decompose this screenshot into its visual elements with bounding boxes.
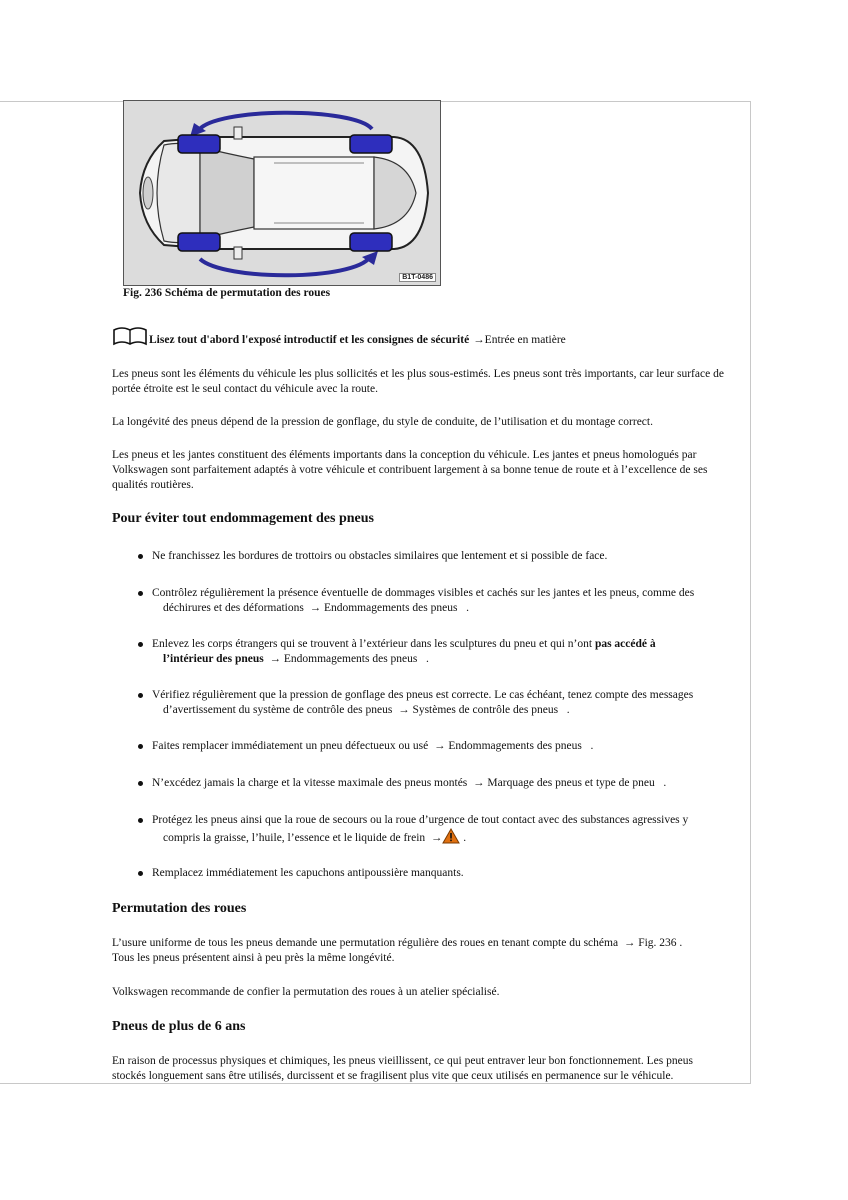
- list-item: [138, 813, 728, 846]
- paragraph-text: stockés longuement sans être utilisés, durcissent et se fragilisent plus vite que ceux utilisés en permanence sur le véhicule.: [112, 1070, 674, 1082]
- paragraph-text: L’usure uniforme de tous les pneus demande une permutation régulière des roues en tenant compte du schéma: [112, 937, 619, 949]
- wheel-rear-right: [350, 233, 392, 251]
- wheel-front-left: [178, 135, 220, 153]
- list-item-text: [138, 638, 656, 650]
- paragraph-rotation-2: Volkswagen recommande de confier la permutation des roues à un atelier spécialisé.: [112, 986, 500, 998]
- list-item-continuation: [138, 652, 728, 667]
- list-item-text: compris la graisse, l’huile, l’essence et le liquide de frein: [163, 832, 426, 844]
- list-item: [138, 739, 728, 754]
- period: .: [466, 602, 469, 614]
- list-item-text: Ne franchissez les bordures de trottoirs ou obstacles similaires que lentement et si possible de face.: [152, 550, 608, 562]
- list-item-text: Remplacez immédiatement les capuchons antipoussière manquants.: [152, 867, 464, 879]
- warning-icon[interactable]: [442, 828, 460, 844]
- rotation-arrow-bottom: [200, 257, 370, 275]
- list-item-bold-text: l’intérieur des pneus: [163, 653, 264, 665]
- list-item-text: [138, 777, 666, 789]
- cross-reference-link[interactable]: → Endommagements des pneus: [309, 602, 458, 614]
- list-item-text: Contrôlez régulièrement la présence éventuelle de dommages visibles et cachés sur les jantes et les pneus, comme des: [152, 587, 695, 599]
- cross-reference-link[interactable]: → Endommagements des pneus: [433, 740, 582, 752]
- paragraph-text: Tous les pneus présentent ainsi à peu près la même longévité.: [112, 952, 395, 964]
- car-windscreen: [200, 147, 254, 239]
- bullet: [138, 781, 143, 786]
- list-item: [138, 866, 728, 881]
- list-item: [138, 776, 728, 791]
- list-item-text: d’avertissement du système de contrôle des pneus: [163, 704, 393, 716]
- list-item-text: Protégez les pneus ainsi que la roue de secours ou la roue d’urgence de tout contact avec des substances agressives y: [152, 814, 689, 826]
- paragraph-2: La longévité des pneus dépend de la pression de gonflage, du style de conduite, de l’utilisation et du montage correct.: [112, 416, 653, 428]
- wheel-rear-left: [350, 135, 392, 153]
- figure-caption: Fig. 236 Schéma de permutation des roues: [123, 287, 331, 299]
- list-item-text: déchirures et des déformations: [163, 602, 304, 614]
- bullet: [138, 818, 143, 823]
- cross-reference-link[interactable]: → Marquage des pneus et type de pneu: [473, 777, 655, 789]
- cross-reference-link[interactable]: → Endommagements des pneus: [269, 653, 418, 665]
- section-heading-rotation: Permutation des roues: [112, 901, 247, 916]
- bullet: [138, 591, 143, 596]
- mirror-left: [234, 127, 242, 139]
- period: .: [426, 653, 429, 665]
- list-item-text: [138, 740, 593, 752]
- list-item-continuation: [138, 828, 728, 846]
- wheel-front-right: [178, 233, 220, 251]
- list-item-continuation: [138, 601, 728, 616]
- paragraph-old-tyres: [112, 1054, 732, 1084]
- bullet: [138, 693, 143, 698]
- period: .: [663, 777, 667, 789]
- list-item: [138, 549, 728, 564]
- car-roof: [254, 157, 374, 229]
- intro-line: [112, 326, 566, 346]
- paragraph-1: Les pneus sont les éléments du véhicule les plus sollicités et les plus sous-estimés. Les pneus sont très importants, car leur surface de portée étroite est le seul contact du véhicule avec la route.: [112, 368, 724, 395]
- cross-reference-link[interactable]: →: [430, 832, 443, 844]
- rotation-arrow-top: [198, 113, 372, 131]
- intro-link[interactable]: →Entrée en matière: [473, 334, 566, 346]
- list-item: [138, 586, 728, 616]
- period: .: [566, 704, 570, 716]
- section-heading-damage: Pour éviter tout endommagement des pneus: [112, 511, 374, 526]
- period: .: [679, 937, 683, 949]
- wheel-rotation-diagram: [123, 100, 441, 286]
- car-top-view-illustration: [124, 101, 440, 285]
- bullet: [138, 871, 143, 876]
- paragraph-3: Les pneus et les jantes constituent des éléments importants dans la conception du véhicule. Les jantes et pneus homologués par Volkswagen sont parfaitement adaptés à votre véhicule et contribuent largement à sa bonne tenue de route et à l’excellence de ses qualités routières.: [112, 449, 708, 491]
- bullet: [138, 744, 143, 749]
- list-item-text-part: N’excédez jamais la charge et la vitesse maximale des pneus montés: [152, 777, 468, 789]
- list-item-text-part: Faites remplacer immédiatement un pneu défectueux ou usé: [152, 740, 429, 752]
- car-grille: [143, 177, 153, 209]
- bullet: [138, 554, 143, 559]
- page-frame-right: [750, 101, 751, 1084]
- list-item-bold-text: pas accédé à: [594, 638, 656, 650]
- cross-reference-link[interactable]: → Fig. 236: [623, 937, 677, 949]
- section-heading-old-tyres: Pneus de plus de 6 ans: [112, 1019, 246, 1034]
- car-hood: [157, 143, 200, 242]
- figure-code: B1T-0486: [399, 273, 436, 282]
- book-icon: [112, 326, 148, 346]
- paragraph-text: En raison de processus physiques et chimiques, les pneus vieillissent, ce qui peut entraver leur bon fonctionnement. Les pneus: [112, 1055, 693, 1067]
- bullet: [138, 642, 143, 647]
- list-item: [138, 688, 728, 718]
- period: .: [463, 832, 467, 844]
- intro-bold-text: Lisez tout d'abord l'exposé introductif et les consignes de sécurité: [149, 334, 470, 346]
- cross-reference-link[interactable]: → Systèmes de contrôle des pneus: [398, 704, 559, 716]
- list-item-text: Vérifiez régulièrement que la pression de gonflage des pneus est correcte. Le cas échéant, tenez compte des messages: [152, 689, 694, 701]
- list-item-continuation: [138, 703, 728, 718]
- mirror-right: [234, 247, 242, 259]
- period: .: [590, 740, 594, 752]
- paragraph-rotation-1: [112, 936, 732, 966]
- list-item-text-part: Enlevez les corps étrangers qui se trouvent à l’extérieur dans les sculptures du pneu et qui n’ont: [152, 638, 595, 650]
- list-item: [138, 637, 728, 667]
